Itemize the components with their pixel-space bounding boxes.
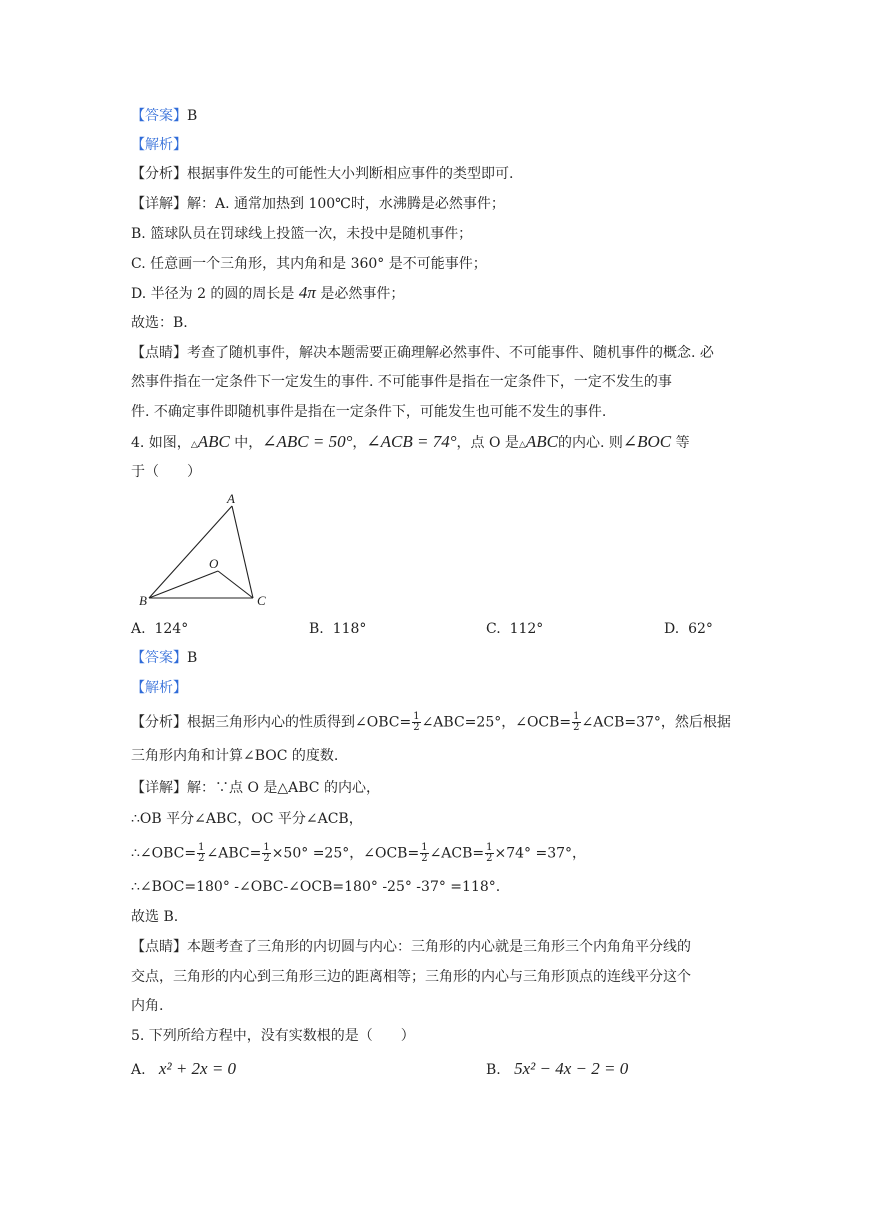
- q3-analysis-line: [131, 135, 187, 155]
- q3-choice: 故选：B.: [131, 315, 188, 331]
- q3-line-c: C. 任意画一个三角形，其内角和是 360° 是不可能事件；: [131, 256, 487, 272]
- answer-tag: 【答案】: [131, 108, 187, 124]
- q5-option-b: [486, 1059, 628, 1080]
- q5-option-a: [131, 1059, 236, 1080]
- q3-dianjing-2: 然事件指在一定条件下一定发生的事件. 不可能事件是指在一定条件下，一定不发生的事: [131, 374, 672, 390]
- q4-text-2: ，点 O 是: [456, 435, 519, 451]
- xiangjie-tag: 【详解】: [131, 196, 187, 212]
- fraction-half-2: [572, 712, 580, 733]
- fenxi-text-2: ∠ABC=25°，∠OCB=: [421, 714, 572, 731]
- fraction-numerator: 1: [263, 842, 270, 853]
- q4-option-b: [309, 619, 366, 639]
- q4-stem-line2: 于（ ）: [131, 464, 201, 480]
- triangle-abc-2: ABC: [525, 432, 558, 451]
- fraction-half-6: [485, 843, 493, 864]
- step2-text-3: ×50° =25°，∠OCB=: [271, 845, 420, 862]
- q4-step1: ∴OB 平分∠ABC，OC 平分∠ACB，: [131, 811, 363, 827]
- q4-text: 中，: [229, 435, 263, 451]
- xiangjie-tag: 【详解】: [131, 780, 187, 796]
- fraction-denominator: 2: [486, 853, 493, 864]
- side-ab: [149, 506, 232, 598]
- q4-answer-line: [131, 648, 197, 668]
- label-b: B: [139, 593, 147, 608]
- fraction-numerator: 1: [413, 711, 420, 722]
- fraction-denominator: 2: [198, 853, 205, 864]
- q4-stem-line1: [131, 432, 690, 455]
- q4-option-a: [131, 619, 188, 639]
- q4-analysis-line: [131, 678, 187, 698]
- label-o: O: [209, 556, 219, 571]
- fraction-denominator: 2: [263, 853, 270, 864]
- q4-choice: 故选 B.: [131, 909, 179, 925]
- analysis-tag: 【解析】: [131, 137, 187, 153]
- option-value: 112°: [509, 621, 544, 637]
- angle-abc: ∠ABC = 50°: [262, 432, 353, 451]
- q4-text-3: 的内心. 则: [557, 435, 623, 451]
- step2-text: ∴∠OBC=: [131, 845, 197, 862]
- analysis-tag: 【解析】: [131, 680, 187, 696]
- answer-tag: 【答案】: [131, 650, 187, 666]
- dianjing-tag: 【点睛】: [131, 345, 187, 361]
- q3-line-b: B. 篮球队员在罚球线上投篮一次，未投中是随机事件；: [131, 226, 473, 242]
- line-d-text: D. 半径为 2 的圆的周长是: [131, 286, 299, 302]
- step2-text-2: ∠ABC=: [206, 845, 262, 862]
- q4-xiangjie-line: [131, 778, 380, 798]
- fraction-numerator: 1: [573, 711, 580, 722]
- option-letter: B.: [486, 1062, 501, 1078]
- answer-value: B: [187, 108, 198, 124]
- q4-fenxi-line1: [131, 712, 731, 733]
- four-pi: 4π: [298, 283, 316, 302]
- q4-step2: [131, 843, 586, 864]
- q4-text-4: 等: [671, 435, 690, 451]
- q4-dianjing-3: 内角.: [131, 998, 164, 1014]
- fraction-half-3: [197, 843, 205, 864]
- dianjing-tag: 【点睛】: [131, 939, 187, 955]
- label-a: A: [227, 491, 235, 506]
- xiangjie-text: 解：∵点 O 是△ABC 的内心，: [187, 780, 380, 796]
- q3-answer-line: [131, 106, 197, 126]
- q4-dianjing-1: [131, 937, 691, 957]
- q4-dianjing-2: 交点，三角形的内心到三角形三边的距离相等；三角形的内心与三角形顶点的连线平分这个: [131, 969, 691, 985]
- fraction-numerator: 1: [421, 842, 428, 853]
- option-value: 118°: [332, 621, 367, 637]
- triangle-symbol-2: △: [518, 440, 526, 450]
- q3-dianjing-1: [131, 343, 714, 363]
- line-d-text-end: 是必然事件；: [315, 286, 405, 302]
- fraction-half-4: [262, 843, 270, 864]
- q4-option-d: [664, 619, 713, 639]
- answer-value: B: [187, 650, 198, 666]
- fraction-half: [412, 712, 420, 733]
- triangle-symbol: △: [190, 440, 198, 450]
- equation-b: 5x² − 4x − 2 = 0: [514, 1059, 629, 1078]
- q3-dianjing-3: 件. 不确定事件即随机事件是指在一定条件下，可能发生也可能不发生的事件.: [131, 404, 607, 420]
- equation-a: x² + 2x = 0: [158, 1059, 237, 1078]
- option-letter: B.: [309, 621, 324, 637]
- q4-step3: ∴∠BOC=180° -∠OBC-∠OCB=180° -25° -37° =118°.: [131, 879, 501, 895]
- angle-boc: ∠BOC: [622, 432, 672, 451]
- triangle-figure: [131, 488, 281, 613]
- option-letter: D.: [664, 621, 680, 637]
- fraction-numerator: 1: [486, 842, 493, 853]
- fenxi-text-3: ∠ACB=37°，然后根据: [581, 714, 731, 731]
- xiangjie-text: 解：A. 通常加热到 100℃时，水沸腾是必然事件；: [187, 196, 505, 212]
- fenxi-tag: 【分析】: [131, 714, 187, 731]
- option-letter: C.: [486, 621, 501, 637]
- q3-fenxi-line: [131, 164, 513, 184]
- fenxi-tag: 【分析】: [131, 166, 187, 182]
- dianjing-text: 本题考查了三角形的内切圆与内心：三角形的内心就是三角形三个内角角平分线的: [187, 939, 691, 955]
- step2-text-4: ∠ACB=: [429, 845, 485, 862]
- fraction-denominator: 2: [413, 722, 420, 733]
- label-c: C: [257, 593, 266, 608]
- option-value: 62°: [688, 621, 713, 637]
- option-letter: A.: [131, 1062, 146, 1078]
- fenxi-text: 根据事件发生的可能性大小判断相应事件的类型即可.: [187, 166, 514, 182]
- fraction-denominator: 2: [421, 853, 428, 864]
- q3-xiangjie-line: [131, 194, 505, 214]
- q5-stem: 5. 下列所给方程中，没有实数根的是（ ）: [131, 1028, 415, 1044]
- q4-fenxi-line2: 三角形内角和计算∠BOC 的度数.: [131, 748, 339, 764]
- dianjing-text: 考查了随机事件，解决本题需要正确理解必然事件、不可能事件、随机事件的概念. 必: [187, 345, 714, 361]
- q4-comma: ，: [352, 435, 367, 451]
- fraction-half-5: [420, 843, 428, 864]
- option-letter: A.: [131, 621, 146, 637]
- fraction-numerator: 1: [198, 842, 205, 853]
- triangle-abc: ABC: [197, 432, 230, 451]
- option-value: 124°: [154, 621, 189, 637]
- segment-ob: [149, 571, 218, 598]
- fraction-denominator: 2: [573, 722, 580, 733]
- fenxi-text: 根据三角形内心的性质得到∠OBC=: [187, 714, 412, 731]
- step2-text-5: ×74° =37°，: [494, 845, 587, 862]
- q3-line-d: [131, 283, 404, 304]
- q4-number: 4. 如图，: [131, 435, 191, 451]
- q4-option-c: [486, 619, 543, 639]
- angle-acb: ∠ACB = 74°: [366, 432, 457, 451]
